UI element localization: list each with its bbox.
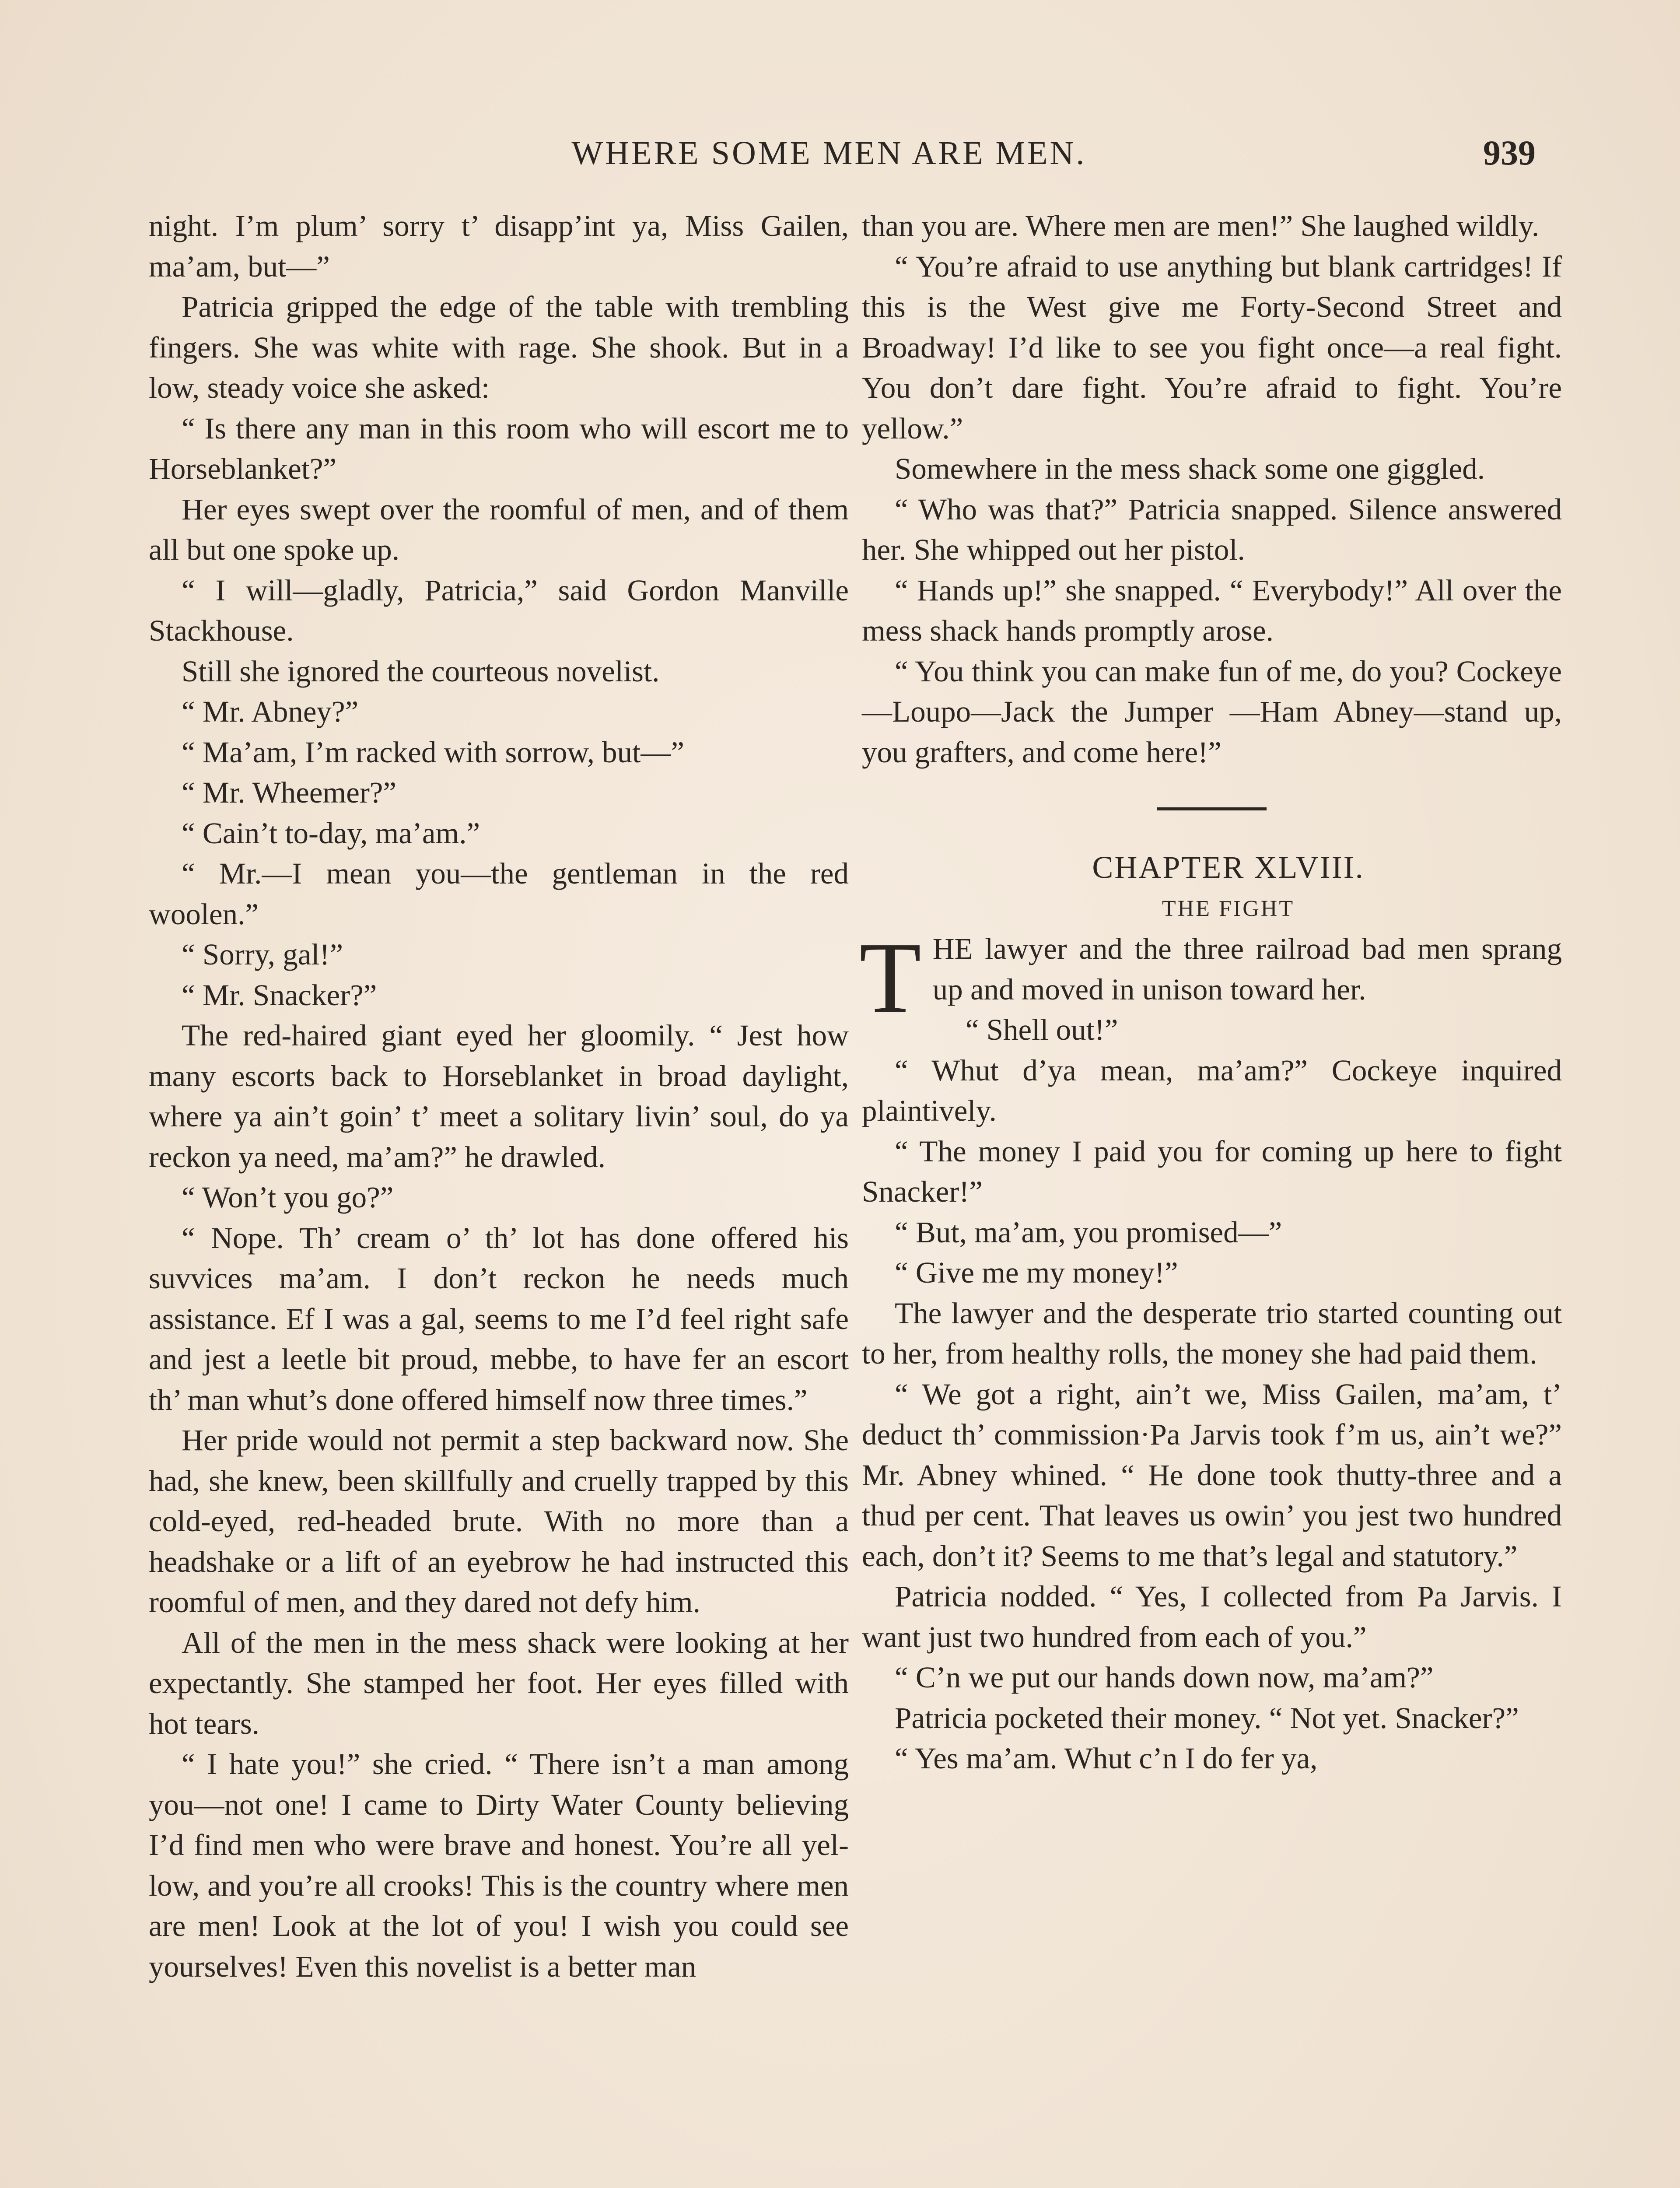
- paragraph: Still she ignored the courteous novelist.: [182, 654, 660, 688]
- left-column: [149, 206, 849, 1987]
- paragraph: “ Mr. Abney?”: [182, 695, 359, 728]
- paragraph: “ Won’t you go?”: [182, 1181, 394, 1214]
- paragraph: “ Sorry, gal!”: [182, 938, 343, 971]
- paragraph: “ Yes ma’am. Whut c’n I do fer ya,: [895, 1742, 1318, 1775]
- paragraph: Somewhere in the mess shack some one giggled.: [895, 452, 1485, 485]
- paragraph: “ Mr.—I mean you—the gentleman in the red woolen.”: [149, 857, 849, 931]
- paragraph: “ The money I paid you for coming up here to fight Snacker!”: [862, 1134, 1562, 1208]
- drop-cap: T: [859, 922, 921, 1034]
- paragraph: “ I will—gladly, Patricia,” said Gordon Manville Stackhouse.: [149, 573, 849, 647]
- paragraph: All of the men in the mess shack were looking at her expectantly. She stamped her foot. Her eyes filled with hot tears.: [149, 1626, 849, 1740]
- paragraph: The red-haired giant eyed her gloomily. “ Jest how many escorts back to Horseblanket in broad daylight, where ya ain’t goin’ t’ meet a solitary livin’ soul, do ya reckon ya need, ma’am?” he drawled.: [149, 1019, 849, 1174]
- opening-text: HE lawyer and the three railroad bad men sprang up and moved in unison toward her.: [932, 932, 1562, 1006]
- paragraph: “ Mr. Wheemer?”: [182, 776, 397, 809]
- paragraph: “ Ma’am, I’m racked with sorrow, but—”: [182, 735, 684, 769]
- paragraph: “ Nope. Th’ cream o’ th’ lot has done offered his suvvices ma’am. I don’t reckon he needs much assistance. Ef I was a gal, seems to me I’d feel right safe and jest a leetle bit proud, mebbe, to have fer an escort th’ man whut’s done offered himself now three times.”: [149, 1221, 849, 1417]
- paragraph: “ You’re afraid to use anything but blank cartridges! If this is the West give me Forty-Second Street and Broadway! I’d like to see you fight once—a real fight. You don’t dare fight. You’re afraid to fight. You’re yellow.”: [862, 249, 1562, 445]
- paragraph: “ Is there any man in this room who will escort me to Horseblanket?”: [149, 411, 849, 485]
- paragraph: “ But, ma’am, you promised—”: [895, 1215, 1282, 1249]
- paragraph: “ Shell out!”: [965, 1013, 1118, 1046]
- paragraph: “ Who was that?” Patricia snapped. Silence answered her. She whipped out her pistol.: [862, 492, 1562, 566]
- paragraph: Her pride would not permit a step backward now. She had, she knew, been skillfully and cruelly trapped by this cold-eyed, red-headed brute. With no more than a headshake or a lift of an eyebrow he had instructed this roomful of men, and they dared not defy him.: [149, 1424, 849, 1619]
- paragraph: “ Hands up!” she snapped. “ Everybody!” All over the mess shack hands promptly arose.: [862, 573, 1562, 647]
- paragraph: Patricia nodded. “ Yes, I collected from Pa Jarvis. I want just two hundred from each of you.”: [862, 1580, 1562, 1654]
- chapter-subtitle: THE FIGHT: [1162, 896, 1295, 921]
- paragraph: “ Give me my money!”: [895, 1256, 1178, 1289]
- running-head: [122, 123, 1536, 184]
- paragraph: The lawyer and the desperate trio started counting out to her, from healthy rolls, the money she had paid them.: [862, 1296, 1562, 1370]
- page-number: 939: [1483, 134, 1536, 172]
- paragraph: “ Mr. Snacker?”: [182, 978, 377, 1012]
- paragraph: “ C’n we put our hands down now, ma’am?”: [895, 1661, 1434, 1694]
- chapter-heading: CHAPTER XLVIII.: [1092, 850, 1365, 885]
- paragraph: “ We got a right, ain’t we, Miss Gailen, ma’am, t’ deduct th’ commission·Pa Jarvis took f’m us, ain’t we?” Mr. Abney whined. “ He done took thutty-three and a thud per cent. That leaves us owin’ you jest two hundred each, don’t it? Seems to me that’s legal and statutory.”: [862, 1377, 1562, 1573]
- paragraph: Patricia pocketed their money. “ Not yet. Snacker?”: [895, 1701, 1519, 1735]
- paragraph: Patricia gripped the edge of the table with trembling fingers. She was white with rage. She shook. But in a low, steady voice she asked:: [149, 290, 849, 404]
- paragraph: Her eyes swept over the roomful of men, and of them all but one spoke up.: [149, 492, 849, 566]
- paragraph: than you are. Where men are men!” She laughed wildly.: [862, 209, 1540, 242]
- running-title: WHERE SOME MEN ARE MEN.: [571, 135, 1087, 172]
- paragraph: “ Whut d’ya mean, ma’am?” Cockeye inquired plaintively.: [862, 1053, 1562, 1127]
- section-divider: [1157, 807, 1267, 810]
- paragraph: night. I’m plum’ sorry t’ disapp’int ya, Miss Gailen, ma’am, but—”: [149, 209, 849, 283]
- paragraph: “ Cain’t to-day, ma’am.”: [182, 816, 480, 850]
- paragraph: “ I hate you!” she cried. “ There isn’t a man among you—not one! I came to Dirty Water County believing I’d find men who were brave and honest. You’re all yellow, and you’re all crooks! This is the country where men are men! Look at the lot of you! I wish you could see yourselves! Even this novelist is a better man: [149, 1747, 849, 1983]
- right-column: [859, 206, 1562, 1779]
- paragraph: “ You think you can make fun of me, do you? Cockeye—Loupo—Jack the Jumper —Ham Abney—stand up, you grafters, and come here!”: [862, 654, 1562, 769]
